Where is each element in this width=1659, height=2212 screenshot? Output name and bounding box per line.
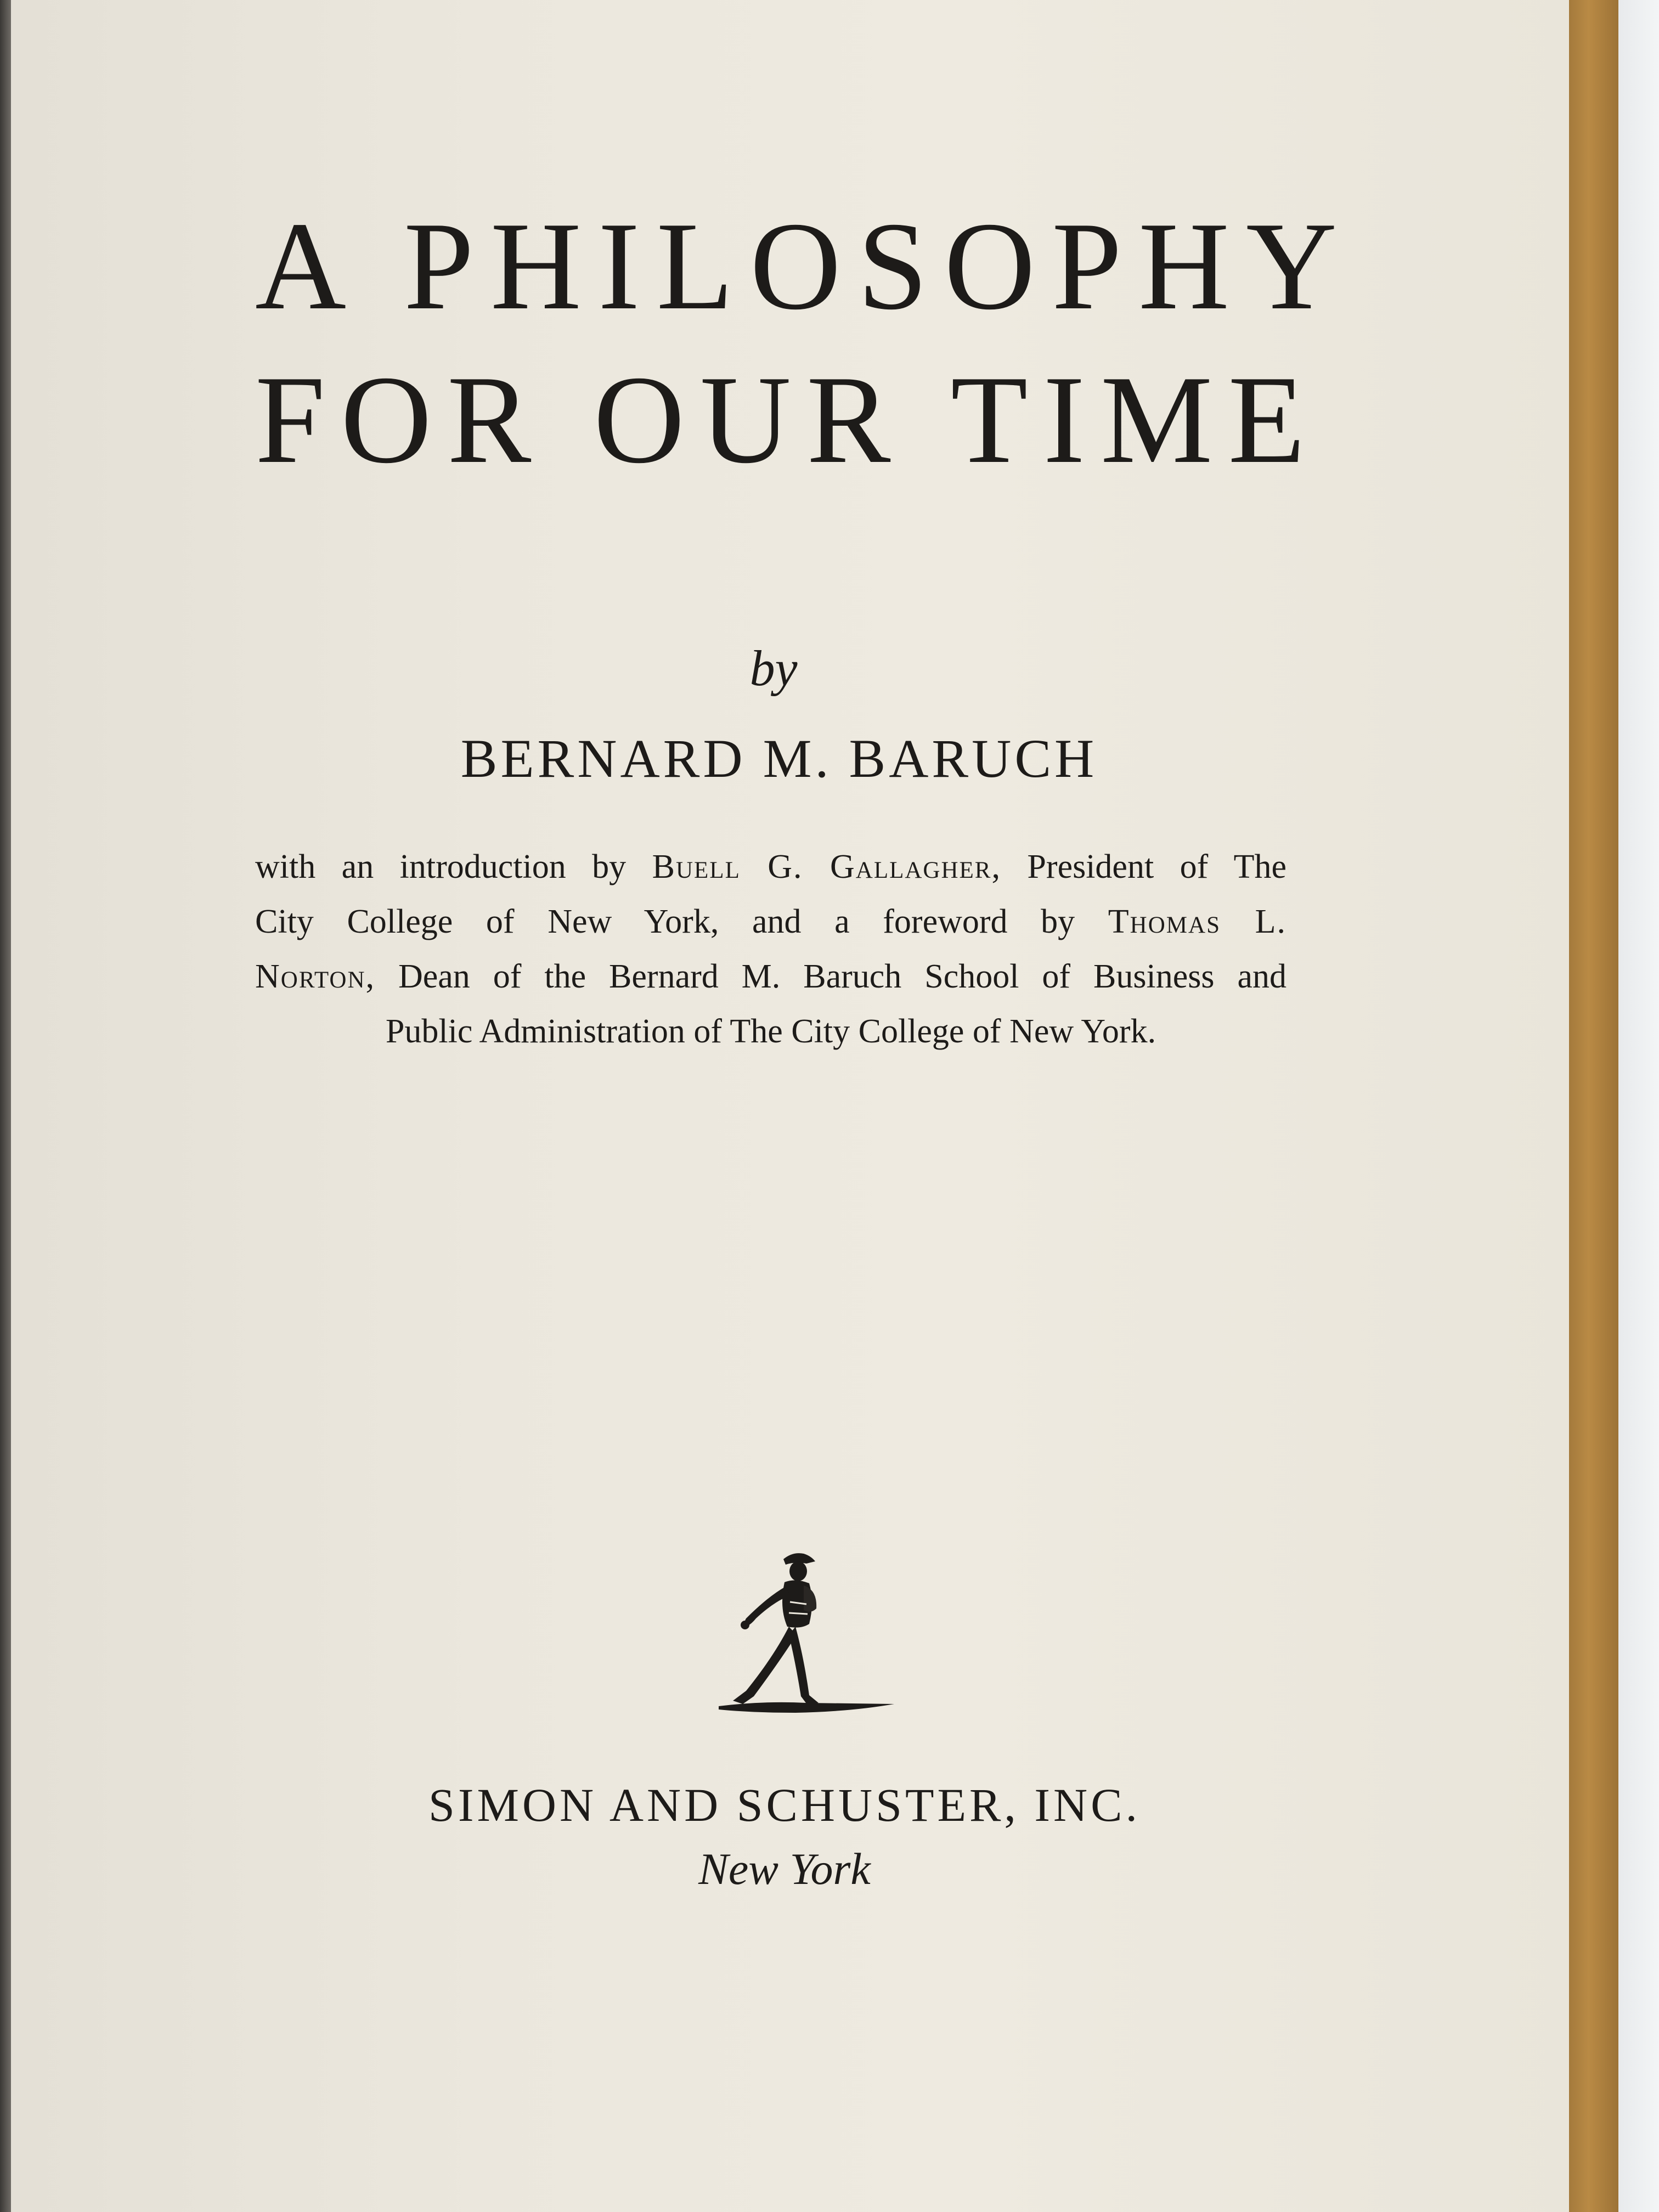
- intro-line-4: Public Administration of The City College of New York.: [385, 1013, 1156, 1050]
- introducer-name: Buell G. Gallagher,: [652, 848, 1001, 885]
- sower-logo-icon: [713, 1547, 900, 1728]
- cover-edge: [1569, 0, 1618, 2212]
- author-name: BERNARD M. BARUCH: [460, 728, 1098, 789]
- publication-place: New York: [698, 1844, 871, 1894]
- intro-line-1: with an introduction by Buell G. Gallagher, President of The: [255, 848, 1286, 885]
- foreword-author-surname: Norton,: [255, 958, 376, 995]
- publisher-name: SIMON AND SCHUSTER, INC.: [428, 1779, 1141, 1831]
- intro-line-3: Norton, Dean of the Bernard M. Baruch School of Business and: [255, 958, 1286, 995]
- book-title-line-2: FOR OUR TIME: [255, 349, 1321, 489]
- book-title-line-1: A PHILOSOPHY: [255, 196, 1354, 336]
- intro-line-2: City College of New York, and a foreword by Thomas L.: [255, 903, 1286, 940]
- byline: by: [749, 640, 798, 696]
- foreword-author-name: Thomas L.: [1108, 903, 1286, 940]
- introduction-note: [255, 839, 1286, 1059]
- background-surface: [1618, 0, 1659, 2212]
